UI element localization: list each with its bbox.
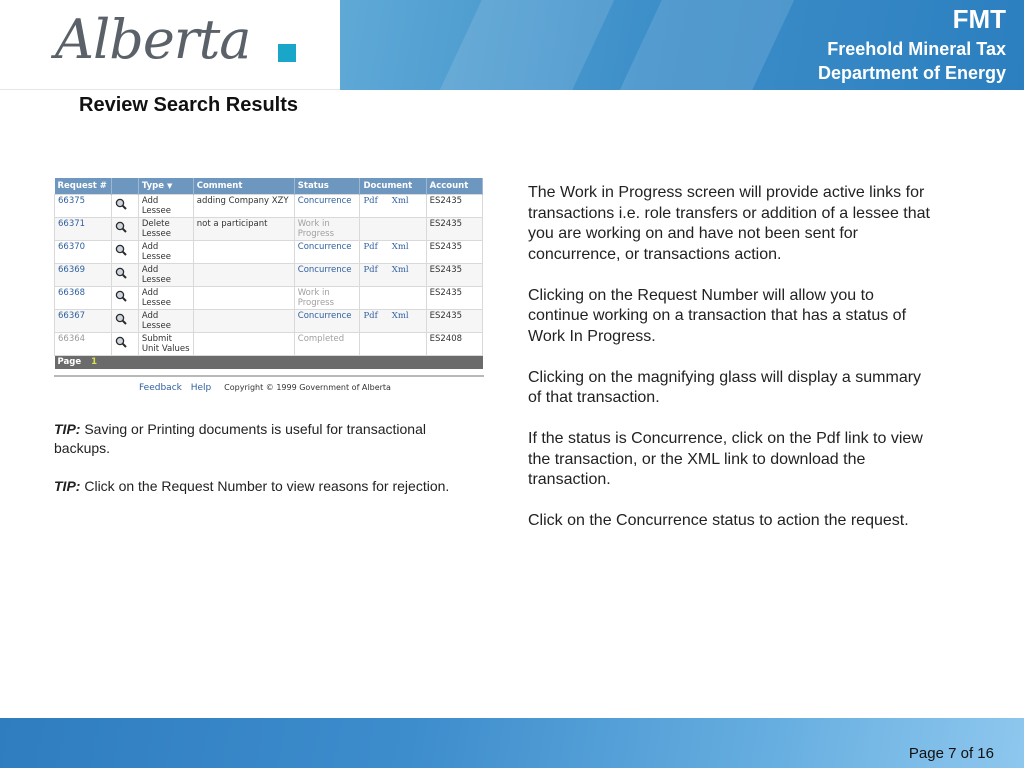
cell-type: Submit Unit Values	[138, 332, 193, 355]
table-row	[55, 194, 483, 217]
banner-line-department: Department of Energy	[817, 63, 1006, 83]
magnifying-glass-icon[interactable]	[115, 290, 127, 302]
pdf-link[interactable]: Pdf	[363, 195, 378, 206]
magnifying-glass-icon[interactable]	[115, 244, 127, 256]
cell-status	[294, 240, 360, 263]
cell-status	[294, 309, 360, 332]
cell-account: ES2435	[426, 286, 482, 309]
magnifying-glass-icon[interactable]	[115, 198, 127, 210]
xml-link[interactable]: Xml	[391, 241, 409, 252]
status-value: Work in Progress	[297, 287, 335, 308]
cell-view	[112, 263, 139, 286]
cell-type: Add Lessee	[138, 286, 193, 309]
search-results-table	[54, 178, 483, 369]
banner-line-program: Freehold Mineral Tax	[827, 39, 1006, 59]
table-row	[55, 332, 483, 355]
copyright-text: Copyright © 1999 Government of Alberta	[224, 383, 391, 392]
cell-document	[360, 217, 426, 240]
cell-type: Add Lessee	[138, 309, 193, 332]
status-value[interactable]: Concurrence	[297, 310, 352, 321]
request-number-link[interactable]: 66368	[58, 287, 86, 298]
cell-request	[55, 332, 112, 355]
cell-status	[294, 332, 360, 355]
request-number-link[interactable]: 66375	[58, 195, 86, 206]
tip-label: TIP:	[54, 478, 81, 494]
table-header-row	[55, 178, 483, 194]
pager-page-1[interactable]: 1	[91, 356, 98, 367]
status-value: Completed	[297, 333, 345, 344]
pdf-link[interactable]: Pdf	[363, 241, 378, 252]
cell-comment	[193, 309, 294, 332]
cell-view	[112, 309, 139, 332]
cell-view	[112, 240, 139, 263]
col-header-status[interactable]: Status	[294, 178, 360, 194]
cell-status	[294, 286, 360, 309]
cell-comment: adding Company XZY	[193, 194, 294, 217]
cell-request	[55, 263, 112, 286]
page-indicator: Page 7 of 16	[908, 745, 994, 762]
cell-request	[55, 309, 112, 332]
cell-account: ES2435	[426, 240, 482, 263]
cell-request	[55, 194, 112, 217]
magnifying-glass-icon[interactable]	[115, 221, 127, 233]
status-value[interactable]: Concurrence	[297, 241, 352, 252]
footer-bar	[0, 718, 1024, 768]
divider	[54, 375, 484, 377]
cell-view	[112, 332, 139, 355]
xml-link[interactable]: Xml	[391, 264, 409, 275]
description-paragraph: Clicking on the magnifying glass will display a summary of that transaction.	[528, 368, 922, 406]
cell-account: ES2435	[426, 217, 482, 240]
table-row	[55, 240, 483, 263]
alberta-logo	[0, 0, 340, 90]
alberta-logo-text: Alberta	[55, 8, 251, 71]
request-number-link[interactable]: 66370	[58, 241, 86, 252]
col-header-comment[interactable]: Comment	[193, 178, 294, 194]
magnifying-glass-icon[interactable]	[115, 313, 127, 325]
cell-document	[360, 332, 426, 355]
cell-comment	[193, 240, 294, 263]
cell-request	[55, 286, 112, 309]
request-number-link: 66364	[58, 333, 86, 344]
cell-comment	[193, 332, 294, 355]
cell-comment: not a participant	[193, 217, 294, 240]
slide-header	[0, 0, 1024, 90]
banner-streak	[423, 0, 616, 90]
cell-request	[55, 217, 112, 240]
cell-document	[360, 240, 426, 263]
cell-account: ES2435	[426, 309, 482, 332]
description-text	[528, 183, 938, 552]
description-paragraph: The Work in Progress screen will provide active links for transactions i.e. role transfers or addition of a lessee that you are working on and have not been sent for concurrence, or transactions action.	[528, 184, 930, 263]
cell-comment	[193, 286, 294, 309]
fmt-banner	[340, 0, 1024, 90]
cell-status	[294, 263, 360, 286]
status-value: Work in Progress	[297, 218, 335, 239]
tip-text: Click on the Request Number to view reasons for rejection.	[80, 478, 450, 494]
cell-document	[360, 309, 426, 332]
cell-account: ES2408	[426, 332, 482, 355]
tips-section	[54, 420, 484, 515]
cell-type: Add Lessee	[138, 194, 193, 217]
cell-comment	[193, 263, 294, 286]
xml-link[interactable]: Xml	[391, 195, 409, 206]
xml-link[interactable]: Xml	[391, 310, 409, 321]
table-row	[55, 217, 483, 240]
cell-view	[112, 217, 139, 240]
cell-document	[360, 194, 426, 217]
tip-label: TIP:	[54, 421, 81, 437]
col-header-account[interactable]: Account	[426, 178, 482, 194]
col-header-view	[112, 178, 139, 194]
pager-cell	[55, 355, 483, 369]
cell-account: ES2435	[426, 194, 482, 217]
fmt-brand: FMT	[952, 4, 1006, 34]
col-header-type[interactable]	[138, 178, 193, 194]
status-value[interactable]: Concurrence	[297, 195, 352, 206]
request-number-link[interactable]: 66371	[58, 218, 86, 229]
cell-type: Delete Lessee	[138, 217, 193, 240]
table-pager	[55, 355, 483, 369]
magnifying-glass-icon[interactable]	[115, 267, 127, 279]
feedback-link[interactable]: Feedback	[139, 383, 182, 393]
description-paragraph: Clicking on the Request Number will allow you to continue working on a transaction that has a status of Work In Progress.	[528, 286, 907, 345]
col-header-type-label: Type	[141, 180, 164, 191]
table-row	[55, 286, 483, 309]
cell-account: ES2435	[426, 263, 482, 286]
description-paragraph: Click on the Concurrence status to action the request.	[528, 512, 909, 529]
request-number-link[interactable]: 66369	[58, 264, 86, 275]
tip-request-number	[54, 477, 484, 496]
status-value[interactable]: Concurrence	[297, 264, 352, 275]
help-link[interactable]: Help	[190, 383, 212, 393]
pager-label: Page	[57, 356, 82, 367]
cell-document	[360, 263, 426, 286]
table-row	[55, 309, 483, 332]
banner-streak	[603, 0, 796, 90]
pdf-link[interactable]: Pdf	[363, 264, 378, 275]
cell-status	[294, 194, 360, 217]
col-header-document[interactable]: Document	[360, 178, 426, 194]
cell-view	[112, 194, 139, 217]
cell-document	[360, 286, 426, 309]
magnifying-glass-icon[interactable]	[115, 336, 127, 348]
cell-type: Add Lessee	[138, 263, 193, 286]
sort-down-icon: ▼	[167, 181, 173, 190]
table-row	[55, 263, 483, 286]
tip-text: Saving or Printing documents is useful for transactional backups.	[54, 421, 426, 456]
page-title: Review Search Results	[79, 94, 298, 116]
cell-status	[294, 217, 360, 240]
request-number-link[interactable]: 66367	[58, 310, 86, 321]
cell-view	[112, 286, 139, 309]
footer-links	[139, 383, 391, 393]
cell-request	[55, 240, 112, 263]
description-paragraph: If the status is Concurrence, click on the Pdf link to view the transaction, or the XML link to download the transaction.	[528, 430, 923, 488]
tip-save-print	[54, 420, 484, 458]
logo-accent-square	[278, 44, 296, 62]
col-header-request[interactable]: Request #	[55, 178, 112, 194]
pdf-link[interactable]: Pdf	[363, 310, 378, 321]
cell-type: Add Lessee	[138, 240, 193, 263]
